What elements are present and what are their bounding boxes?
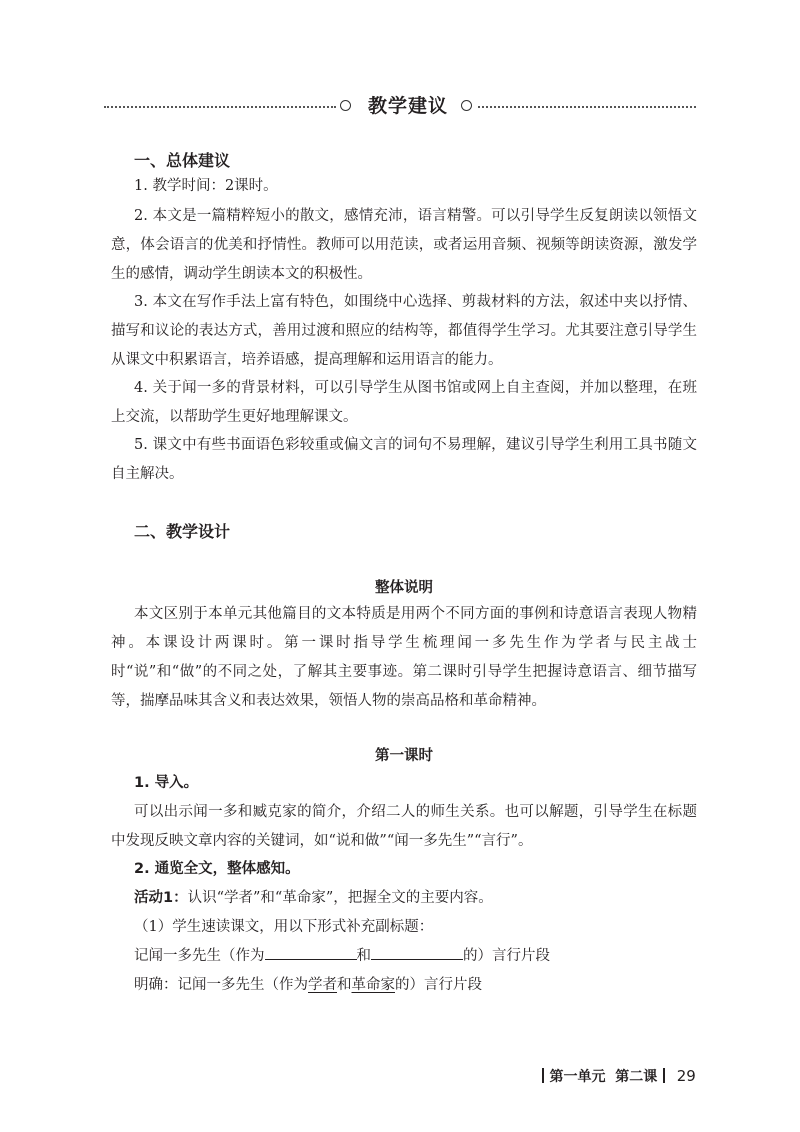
page-footer: [536, 1066, 696, 1086]
step-1-title: 1. 导入。: [134, 775, 199, 791]
suggestion-item-5: 5. 课文中有些书面语色彩较重或偏文言的词句不易理解，建议引导学生利用工具书随文自主解决。: [111, 437, 697, 482]
dotted-rule-right: [478, 106, 696, 108]
dotted-rule-left: [104, 106, 336, 108]
answer-text-c: 的）言行片段: [395, 977, 482, 993]
sub-task-1: （1）学生速读课文，用以下形式补充副标题：: [134, 919, 434, 935]
fill-blank-2: [371, 945, 463, 960]
suggestion-item-3: 3. 本文在写作手法上富有特色，如围绕中心选择、剪裁材料的方法，叙述中夹以抒情、描写和议论的表达方式，善用过渡和照应的结构等，都值得学生学习。尤其要注意引导学生从课文中积累语言，培养语感，提高理解和运用语言的能力。: [111, 294, 697, 368]
step-2-title: 2. 通览全文，整体感知。: [134, 861, 300, 877]
footer-lesson: 第二课: [615, 1069, 658, 1085]
circle-ornament-right: [461, 100, 472, 111]
section-heading-general: 一、总体建议: [134, 151, 231, 170]
footer-unit: 第一单元: [549, 1069, 606, 1085]
banner-title: 教学建议: [367, 95, 448, 117]
section-heading-design: 二、教学设计: [134, 522, 231, 541]
footer-divider-left: [542, 1068, 544, 1083]
activity-1-label: 活动1：: [134, 890, 188, 906]
page-number: 29: [676, 1067, 696, 1085]
fill-text-b: 和: [356, 948, 371, 964]
activity-1-line: [134, 884, 720, 913]
answer-underlined-revolutionary: 革命家: [351, 977, 395, 993]
suggestion-item-4: 4. 关于闻一多的背景材料，可以引导学生从图书馆或网上自主查阅，并加以整理，在班上交流，以帮助学生更好地理解课文。: [111, 380, 697, 425]
answer-line: [134, 971, 720, 1000]
suggestion-item-1: 1. 教学时间：2课时。: [134, 178, 278, 194]
circle-ornament-left: [340, 100, 351, 111]
fill-text-c: 的）言行片段: [463, 948, 550, 964]
fill-text-a: 记闻一多先生（作为: [134, 948, 265, 964]
answer-underlined-scholar: 学者: [308, 977, 337, 993]
step-1-paragraph: 可以出示闻一多和臧克家的简介，介绍二人的师生关系。也可以解题，引导学生在标题中发现反映文章内容的关键词，如“说和做”“闻一多先生”“言行”。: [111, 804, 697, 849]
suggestion-item-2: 2. 本文是一篇精粹短小的散文，感情充沛，语言精警。可以引导学生反复朗读以领悟文意，体会语言的优美和抒情性。教师可以用范读，或者运用音频、视频等朗读资源，激发学生的感情，调动学生朗读本文的积极性。: [111, 208, 697, 282]
answer-text-b: 和: [337, 977, 352, 993]
section-banner: [104, 92, 696, 120]
footer-divider-right: [663, 1068, 665, 1083]
overview-title: 整体说明: [375, 580, 433, 596]
fill-in-template: [134, 942, 720, 971]
lesson-one-title: 第一课时: [375, 748, 433, 764]
activity-1-text: 认识“学者”和“革命家”，把握全文的主要内容。: [187, 890, 493, 906]
overview-paragraph: 本文区别于本单元其他篇目的文本特质是用两个不同方面的事例和诗意语言表现人物精神。本课设计两课时。第一课时指导学生梳理闻一多先生作为学者与民主战士时“说”和“做”的不同之处，了解其主要事迹。第二课时引导学生把握诗意语言、细节描写等，揣摩品味其含义和表达效果，领悟人物的崇高品格和革命精神。: [111, 606, 697, 709]
fill-blank-1: [265, 945, 357, 960]
answer-text-a: 明确：记闻一多先生（作为: [134, 977, 308, 993]
